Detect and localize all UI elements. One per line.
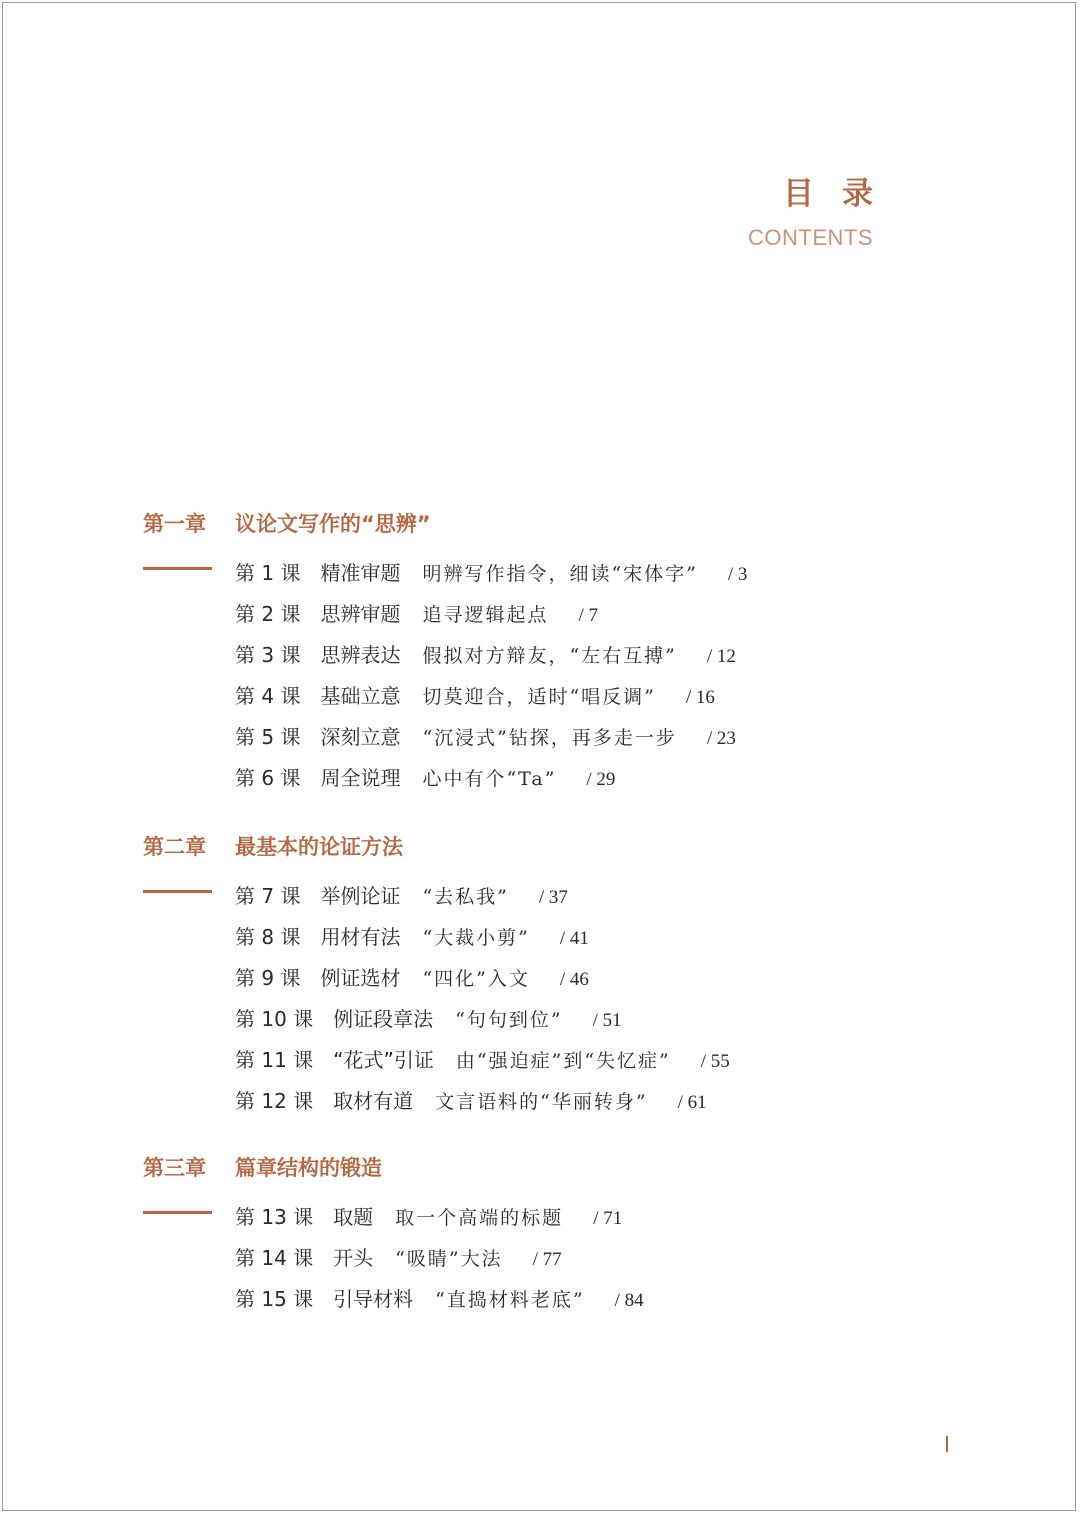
lesson-topic: 思辨审题 [320, 602, 401, 626]
chapter-heading[interactable] [143, 509, 943, 539]
chapter-title: 最基本的论证方法 [235, 835, 403, 859]
lesson-subtitle: 文言语料的“华丽转身” [435, 1091, 648, 1113]
chapter-number: 第一章 [143, 512, 206, 536]
lesson-label: 第 8 课 [235, 925, 301, 949]
lesson-label: 第 6 课 [235, 766, 301, 790]
lesson-topic: 用材有法 [320, 925, 401, 949]
lesson-label: 第 2 课 [235, 602, 301, 626]
lesson-page: / 16 [685, 687, 715, 708]
lesson-topic: “花式”引证 [333, 1048, 434, 1072]
lesson-subtitle: 切莫迎合，适时“唱反调” [422, 686, 656, 708]
lesson-page: / 41 [559, 928, 589, 949]
lesson-page: / 23 [706, 728, 736, 749]
lesson-page: / 37 [538, 887, 568, 908]
lesson-label: 第 1 课 [235, 561, 301, 585]
lesson-label: 第 15 课 [235, 1287, 314, 1311]
lesson-page: / 55 [700, 1051, 730, 1072]
lesson-subtitle: “去私我” [422, 886, 509, 908]
chapter-2 [143, 832, 943, 1113]
lesson-topic: 例证选材 [320, 966, 401, 990]
contents-title-block [748, 173, 901, 251]
lesson-subtitle: “沉浸式”钻探，再多走一步 [422, 727, 677, 749]
chapter-rule [143, 1211, 212, 1214]
chapter-3 [143, 1153, 943, 1311]
lesson-list [235, 878, 730, 1124]
lesson-topic: 精准审题 [320, 561, 401, 585]
lesson-entry[interactable] [235, 1042, 730, 1083]
lesson-entry[interactable] [235, 719, 747, 760]
lesson-list [235, 555, 747, 801]
lesson-label: 第 14 课 [235, 1246, 314, 1270]
lesson-label: 第 4 课 [235, 684, 301, 708]
lesson-topic: 例证段章法 [333, 1007, 434, 1031]
chapter-1 [143, 509, 943, 790]
lesson-subtitle: 明辨写作指令，细读“宋体字” [422, 563, 698, 585]
lesson-subtitle: “吸睛”大法 [395, 1248, 503, 1270]
lesson-entry[interactable] [235, 1199, 644, 1240]
lesson-subtitle: “四化”入文 [422, 968, 530, 990]
lesson-entry[interactable] [235, 1001, 730, 1042]
lesson-topic: 取题 [333, 1205, 374, 1229]
lesson-page: / 84 [614, 1290, 644, 1311]
lesson-subtitle: 取一个高端的标题 [395, 1207, 564, 1229]
lesson-entry[interactable] [235, 960, 730, 1001]
lesson-subtitle: “句句到位” [455, 1009, 563, 1031]
chapter-rule [143, 890, 212, 893]
lesson-label: 第 11 课 [235, 1048, 314, 1072]
lesson-entry[interactable] [235, 760, 747, 801]
lesson-topic: 周全说理 [320, 766, 401, 790]
lesson-label: 第 5 课 [235, 725, 301, 749]
lesson-topic: 举例论证 [320, 884, 401, 908]
chapter-heading[interactable] [143, 1153, 943, 1183]
lesson-label: 第 3 课 [235, 643, 301, 667]
chapter-rule [143, 567, 212, 570]
lesson-page: / 46 [559, 969, 589, 990]
lesson-entry[interactable] [235, 919, 730, 960]
lesson-page: / 61 [677, 1092, 707, 1113]
lesson-label: 第 7 课 [235, 884, 301, 908]
lesson-entry[interactable] [235, 637, 747, 678]
lesson-page: / 3 [727, 564, 748, 585]
contents-title-cn: 目录 [783, 176, 901, 212]
lesson-page: / 29 [586, 769, 616, 790]
lesson-topic: 取材有道 [333, 1089, 414, 1113]
lesson-subtitle: “直捣材料老底” [435, 1289, 585, 1311]
lesson-label: 第 12 课 [235, 1089, 314, 1113]
contents-title-en: CONTENTS [748, 225, 873, 250]
lesson-subtitle: 追寻逻辑起点 [422, 604, 549, 626]
lesson-topic: 思辨表达 [320, 643, 401, 667]
lesson-label: 第 13 课 [235, 1205, 314, 1229]
lesson-subtitle: 假拟对方辩友，“左右互搏” [422, 645, 677, 667]
page-folio-mark [946, 1436, 948, 1452]
lesson-list [235, 1199, 644, 1322]
lesson-label: 第 9 课 [235, 966, 301, 990]
lesson-entry[interactable] [235, 678, 747, 719]
lesson-topic: 引导材料 [333, 1287, 414, 1311]
lesson-entry[interactable] [235, 555, 747, 596]
lesson-page: / 77 [532, 1249, 562, 1270]
lesson-entry[interactable] [235, 878, 730, 919]
lesson-subtitle: 由“强迫症”到“失忆症” [455, 1050, 671, 1072]
lesson-label: 第 10 课 [235, 1007, 314, 1031]
chapter-title: 议论文写作的“思辨” [235, 512, 431, 536]
lesson-entry[interactable] [235, 1083, 730, 1124]
page [2, 2, 1076, 1511]
lesson-entry[interactable] [235, 1281, 644, 1322]
lesson-topic: 深刻立意 [320, 725, 401, 749]
lesson-entry[interactable] [235, 596, 747, 637]
chapter-title: 篇章结构的锻造 [235, 1156, 382, 1180]
chapter-heading[interactable] [143, 832, 943, 862]
lesson-page: / 7 [578, 605, 598, 626]
lesson-page: / 51 [592, 1010, 622, 1031]
lesson-page: / 71 [593, 1208, 623, 1229]
lesson-page: / 12 [706, 646, 736, 667]
lesson-topic: 开头 [333, 1246, 374, 1270]
lesson-subtitle: “大裁小剪” [422, 927, 530, 949]
lesson-subtitle: 心中有个“Ta” [422, 768, 557, 790]
lesson-entry[interactable] [235, 1240, 644, 1281]
lesson-topic: 基础立意 [320, 684, 401, 708]
chapter-number: 第三章 [143, 1156, 206, 1180]
chapter-number: 第二章 [143, 835, 206, 859]
